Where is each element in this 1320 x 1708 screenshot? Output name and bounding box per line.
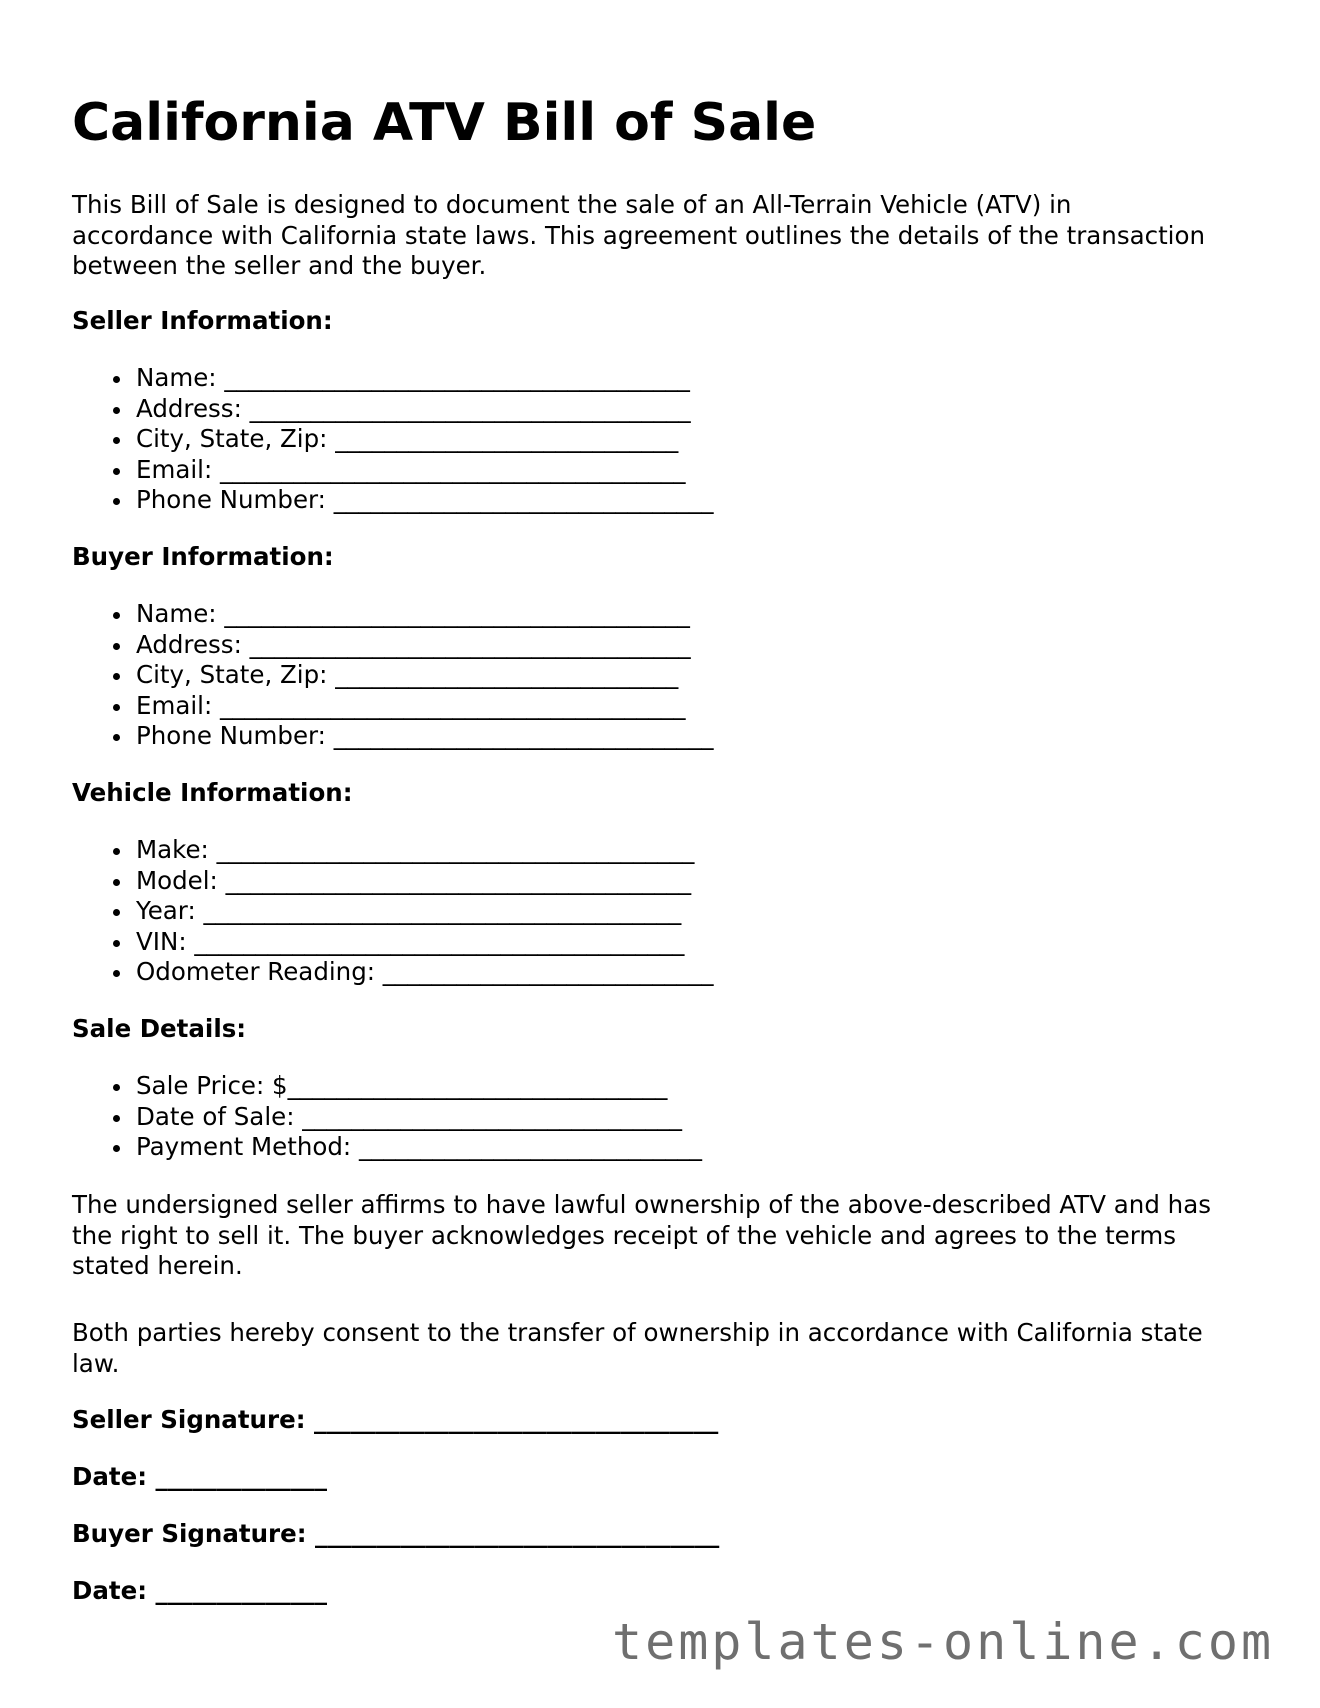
consent-paragraph: Both parties hereby consent to the transfer of ownership in accordance with California state law. [72, 1318, 1203, 1378]
buyer-signature-field[interactable]: Buyer Signature: _________________________________ [72, 1519, 720, 1548]
intro-paragraph: This Bill of Sale is designed to document the sale of an All-Terrain Vehicle (ATV) in accordance with California state laws. This agreement outlines the details of the transaction between the seller and the buyer. [72, 190, 1206, 280]
seller-city-state-zip-field[interactable]: City, State, Zip: ____________________________ [136, 424, 713, 455]
buyer-phone-field[interactable]: Phone Number: _______________________________ [136, 721, 714, 750]
vehicle-model-field[interactable]: Model: ______________________________________ [136, 866, 714, 897]
page-title: California ATV Bill of Sale [72, 93, 817, 153]
vehicle-information-heading: Vehicle Information: [72, 778, 353, 807]
seller-date-field[interactable]: Date: ______________ [72, 1462, 328, 1491]
buyer-address-field[interactable]: Address: ____________________________________ [136, 630, 713, 661]
seller-information-heading: Seller Information: [72, 306, 333, 335]
affirmation-paragraph: The undersigned seller affirms to have lawful ownership of the above-described ATV and has the right to sell it. The buyer acknowledges receipt of the vehicle and agrees to the terms stated herein. [72, 1190, 1211, 1280]
sale-price-field[interactable]: Sale Price: $_______________________________ [136, 1071, 702, 1102]
sale-details-list [72, 1071, 702, 1163]
payment-method-field[interactable]: Payment Method: ____________________________ [136, 1132, 702, 1161]
sale-details-heading: Sale Details: [72, 1014, 247, 1043]
buyer-information-heading: Buyer Information: [72, 542, 334, 571]
seller-email-field[interactable]: Email: ______________________________________ [136, 455, 713, 486]
vehicle-vin-field[interactable]: VIN: ________________________________________ [136, 927, 714, 958]
seller-name-field[interactable]: Name: ______________________________________ [136, 363, 713, 394]
seller-information-list [72, 363, 713, 516]
seller-address-field[interactable]: Address: ____________________________________ [136, 394, 713, 425]
vehicle-information-list [72, 835, 714, 988]
buyer-email-field[interactable]: Email: ______________________________________ [136, 691, 713, 722]
buyer-date-field[interactable]: Date: ______________ [72, 1576, 328, 1605]
date-of-sale-field[interactable]: Date of Sale: _______________________________ [136, 1102, 702, 1133]
watermark-text: templates-online.com [612, 1613, 1275, 1671]
seller-signature-field[interactable]: Seller Signature: _________________________________ [72, 1405, 719, 1434]
seller-phone-field[interactable]: Phone Number: _______________________________ [136, 485, 714, 514]
vehicle-odometer-field[interactable]: Odometer Reading: ___________________________ [136, 957, 714, 986]
vehicle-year-field[interactable]: Year: _______________________________________ [136, 896, 714, 927]
buyer-information-list [72, 599, 713, 752]
vehicle-make-field[interactable]: Make: _______________________________________ [136, 835, 714, 866]
buyer-city-state-zip-field[interactable]: City, State, Zip: ____________________________ [136, 660, 713, 691]
buyer-name-field[interactable]: Name: ______________________________________ [136, 599, 713, 630]
